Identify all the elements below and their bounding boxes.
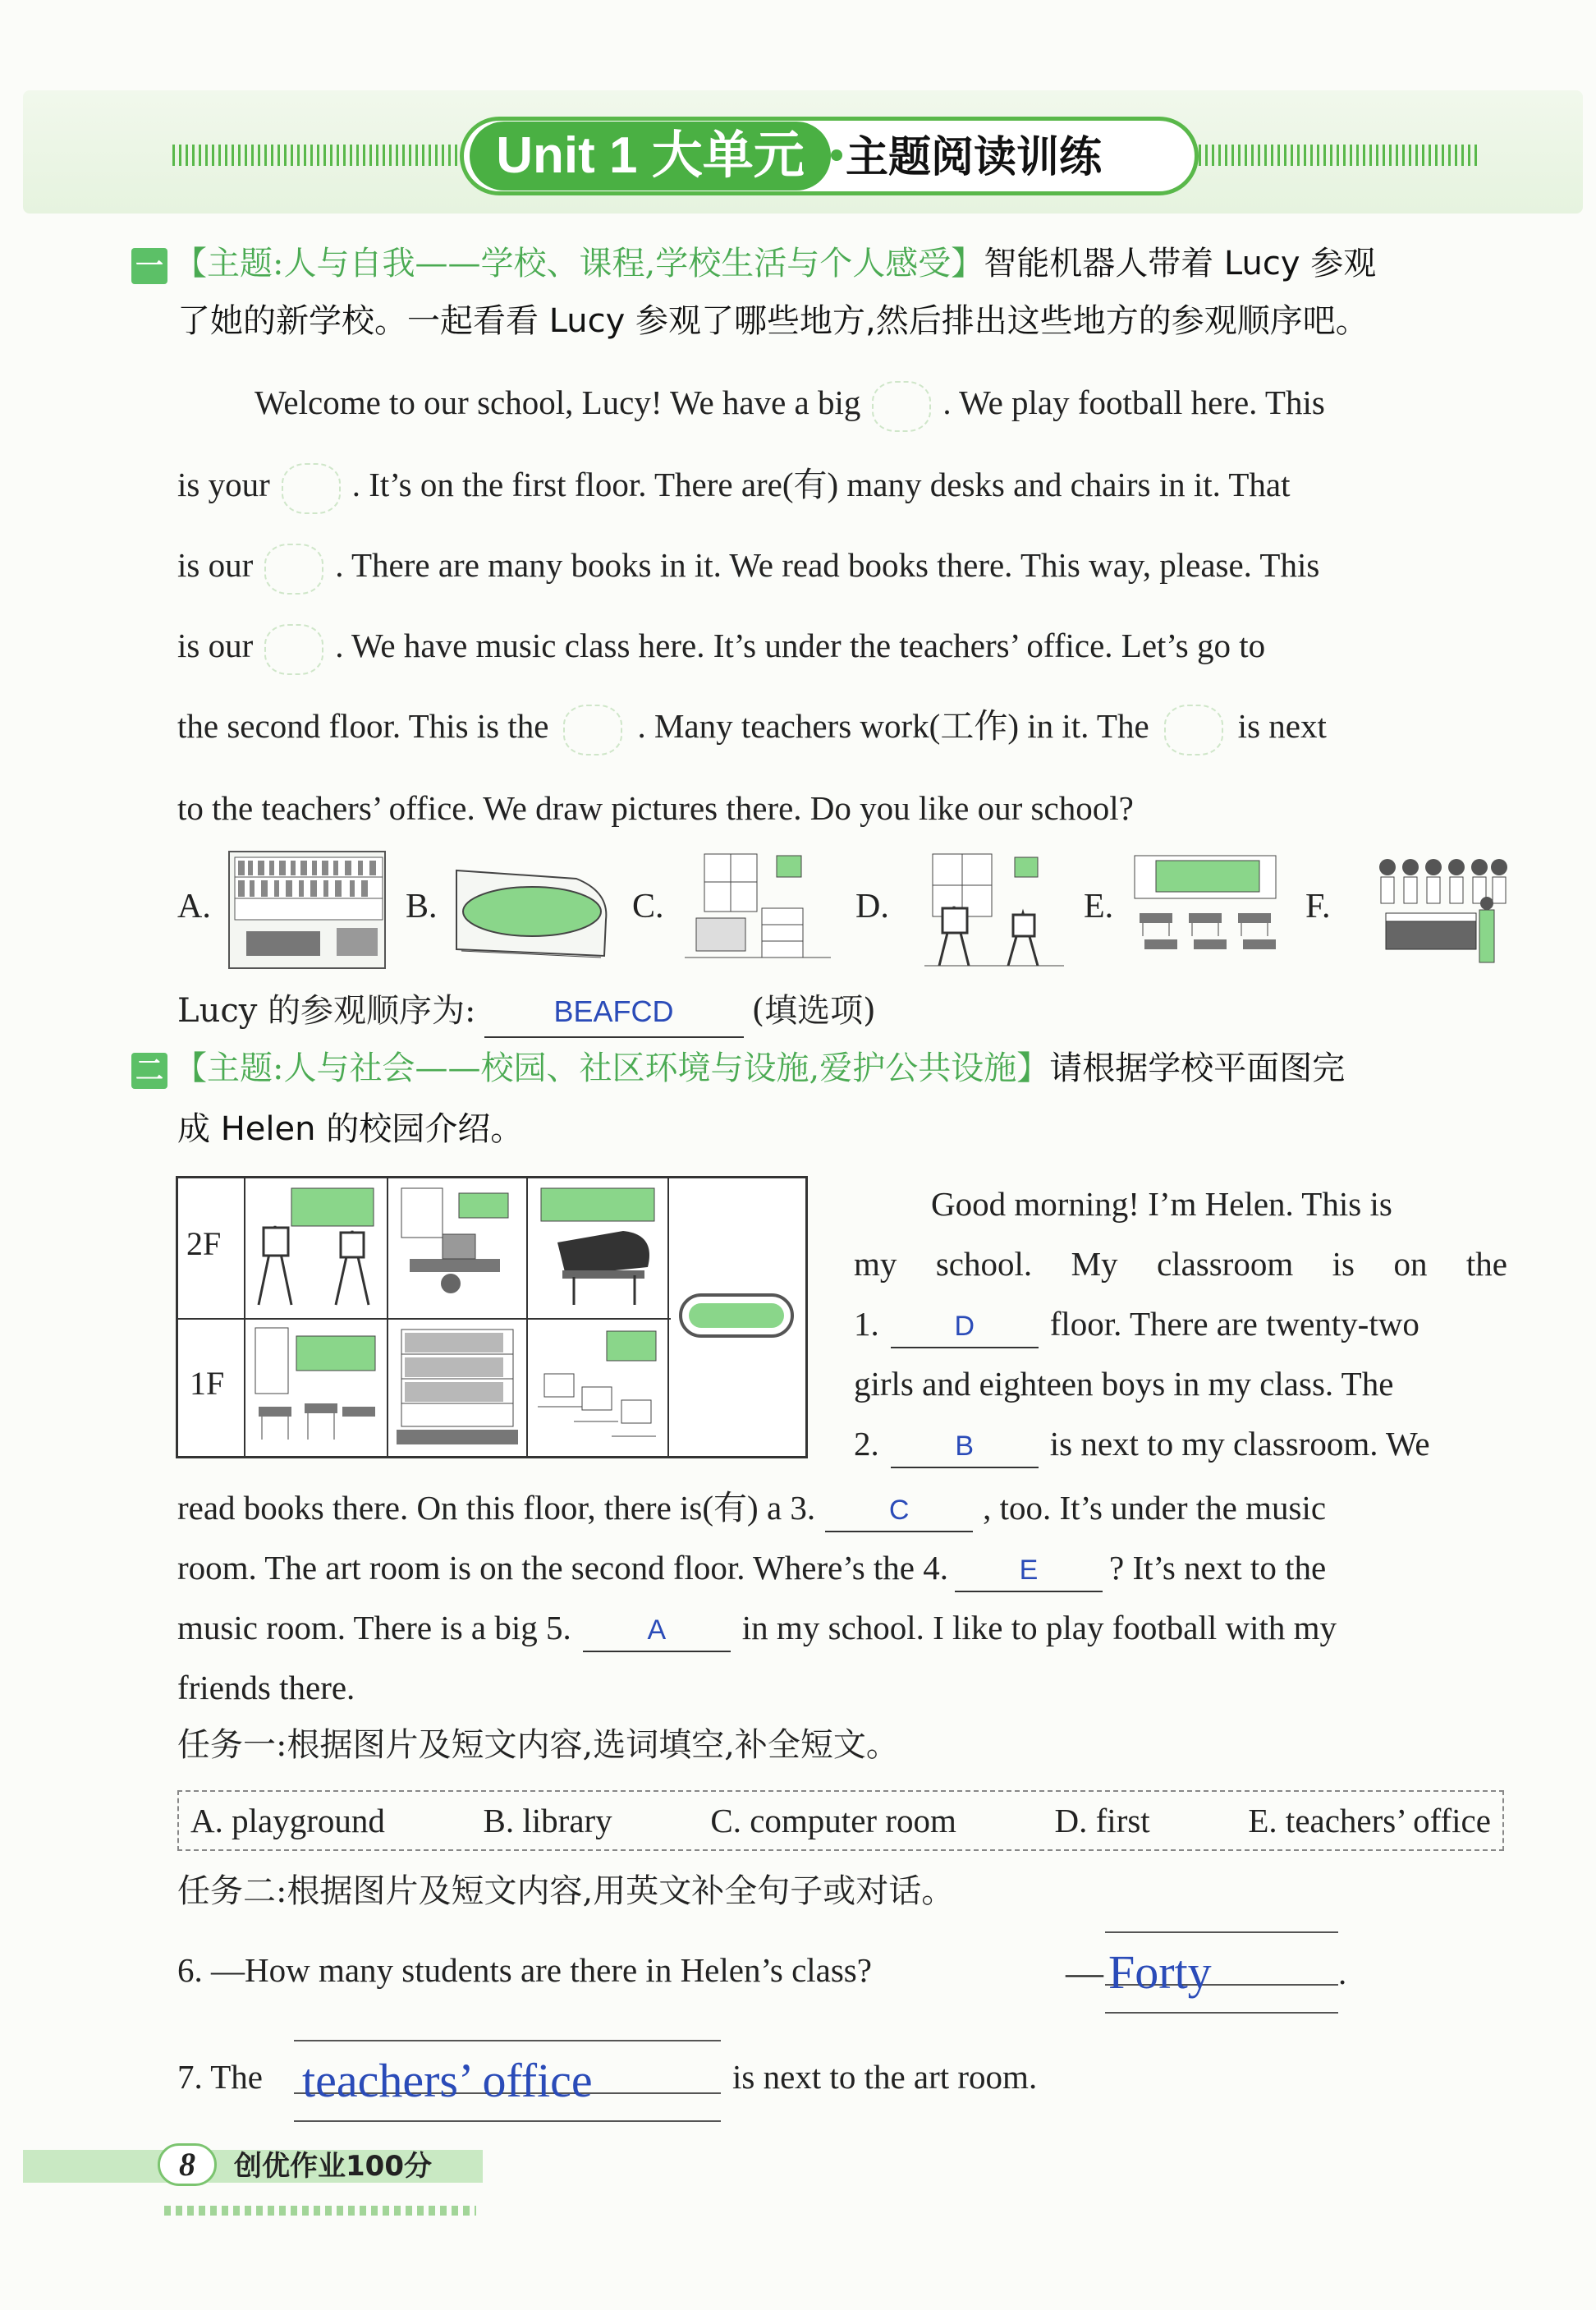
passage-text: is next to my classroom. We bbox=[1049, 1425, 1430, 1463]
passage-text: to the teachers’ office. We draw pictures there. Do you like our school? bbox=[177, 789, 1134, 827]
word-bank-item: B. library bbox=[483, 1802, 612, 1839]
passage-text: . We play football here. This bbox=[942, 383, 1325, 421]
order-answer[interactable]: BEAFCD bbox=[484, 987, 744, 1038]
answer-blank bbox=[563, 705, 622, 755]
question-7-prefix: 7. The bbox=[177, 2058, 264, 2096]
answer-5[interactable]: A bbox=[583, 1610, 731, 1652]
passage-text: music room. There is a big 5. bbox=[177, 1609, 571, 1646]
answer-blank bbox=[282, 463, 341, 514]
passage-text: . Many teachers work(工作) in it. The bbox=[637, 707, 1149, 745]
option-label-f: F. bbox=[1305, 888, 1331, 925]
passage-text: friends there. bbox=[177, 1669, 355, 1706]
word-bank bbox=[177, 1790, 1504, 1851]
music-room-cell bbox=[533, 1185, 663, 1310]
passage-text: . It’s on the first floor. There are(有) many desks and chairs in it. That bbox=[351, 466, 1291, 503]
computer-room-picture bbox=[680, 851, 836, 969]
passage-text: ? It’s next to the bbox=[1109, 1549, 1327, 1587]
question-6-dash: — bbox=[1066, 1951, 1103, 1993]
section2-passage-right bbox=[854, 1174, 1507, 1474]
answer-2[interactable]: B bbox=[891, 1426, 1039, 1468]
section2-instruction-2: 成 Helen 的校园介绍。 bbox=[177, 1110, 524, 1148]
playground-map-icon bbox=[679, 1293, 794, 1338]
passage-text: is our bbox=[177, 627, 254, 664]
answer-blank bbox=[872, 381, 931, 432]
section1-theme: 【主题:人与自我——学校、课程,学校生活与个人感受】 bbox=[174, 245, 984, 282]
passage-text: girls and eighteen boys in my class. The bbox=[854, 1365, 1394, 1403]
option-label-a: A. bbox=[177, 888, 211, 925]
passage-text: . We have music class here. It’s under the teachers’ office. Let’s go to bbox=[335, 627, 1266, 664]
library-cell bbox=[393, 1325, 521, 1449]
option-label-c: C. bbox=[632, 888, 664, 925]
passage-text: read books there. On this floor, there is(有) a 3. bbox=[177, 1489, 816, 1527]
book-title: 创优作业100分 bbox=[234, 2150, 432, 2183]
blank-number: 2. bbox=[854, 1425, 879, 1463]
art-room-cell bbox=[250, 1185, 382, 1310]
word-bank-item: E. teachers’ office bbox=[1248, 1802, 1491, 1839]
word-bank-item: A. playground bbox=[190, 1802, 385, 1839]
playground-picture bbox=[453, 854, 612, 966]
computer-room-cell bbox=[533, 1325, 663, 1449]
option-label-d: D. bbox=[855, 888, 889, 925]
word-bank-item: C. computer room bbox=[710, 1802, 956, 1839]
passage-text: my school. My classroom is on the bbox=[854, 1245, 1507, 1283]
footer-dots bbox=[164, 2206, 476, 2216]
task1-instruction: 任务一:根据图片及短文内容,选词填空,补全短文。 bbox=[177, 1726, 899, 1764]
classroom-cell bbox=[250, 1325, 382, 1449]
passage-text: is next bbox=[1237, 707, 1327, 745]
header-dot bbox=[831, 149, 842, 161]
art-room-picture bbox=[921, 851, 1067, 969]
option-label-b: B. bbox=[406, 888, 438, 925]
classroom-picture bbox=[1131, 854, 1279, 967]
answer-blank bbox=[1164, 705, 1223, 755]
answer-4[interactable]: E bbox=[955, 1550, 1103, 1592]
section2-passage-full bbox=[177, 1478, 1524, 1718]
section1-instruction-2: 了她的新学校。一起看看 Lucy 参观了哪些地方,然后排出这些地方的参观顺序吧。 bbox=[177, 302, 1369, 340]
task2-instruction: 任务二:根据图片及短文内容,用英文补全句子或对话。 bbox=[177, 1872, 955, 1910]
answer-blank bbox=[264, 544, 323, 595]
question-7-suffix: is next to the art room. bbox=[732, 2058, 1038, 2096]
question-6-answer[interactable]: Forty bbox=[1108, 1945, 1212, 1999]
section-subtitle: 主题阅读训练 bbox=[846, 133, 1103, 182]
question-6: 6. —How many students are there in Helen’s class? bbox=[177, 1951, 872, 1989]
order-line bbox=[177, 985, 876, 1038]
blank-number: 1. bbox=[854, 1305, 879, 1343]
answer-3[interactable]: C bbox=[825, 1490, 973, 1532]
section1-instruction-1: 智能机器人带着 Lucy 参观 bbox=[984, 245, 1377, 282]
passage-text: the second floor. This is the bbox=[177, 707, 549, 745]
question-7-answer[interactable]: teachers’ office bbox=[302, 2054, 593, 2107]
passage-text: . There are many books in it. We read books there. This way, please. This bbox=[335, 546, 1320, 584]
passage-text: room. The art room is on the second floor. Where’s the 4. bbox=[177, 1549, 948, 1587]
answer-blank bbox=[264, 624, 323, 675]
page-number: 8 bbox=[158, 2143, 217, 2186]
order-suffix: (填选项) bbox=[751, 992, 876, 1030]
library-picture bbox=[228, 851, 386, 969]
section-marker-2: 二 bbox=[131, 1053, 167, 1089]
floor-label-2f: 2F bbox=[186, 1225, 222, 1262]
unit-title: Unit 1 大单元 bbox=[470, 122, 831, 191]
order-prefix: Lucy 的参观顺序为: bbox=[177, 992, 476, 1030]
school-floor-plan bbox=[176, 1176, 808, 1458]
floor-label-1f: 1F bbox=[190, 1365, 225, 1402]
section2-theme: 【主题:人与社会——校园、社区环境与设施,爱护公共设施】 bbox=[174, 1049, 1050, 1087]
word-bank-item: D. first bbox=[1054, 1802, 1150, 1839]
section2-instruction-1: 请根据学校平面图完 bbox=[1049, 1049, 1346, 1087]
passage-text: Good morning! I’m Helen. This is bbox=[931, 1185, 1392, 1223]
passage-text: is our bbox=[177, 546, 254, 584]
passage-text: is your bbox=[177, 466, 270, 503]
answer-1[interactable]: D bbox=[891, 1306, 1039, 1348]
passage-text: , too. It’s under the music bbox=[983, 1489, 1327, 1527]
passage-text: floor. There are twenty-two bbox=[1049, 1305, 1419, 1343]
teachers-office-cell bbox=[393, 1185, 521, 1310]
section-marker-1: 一 bbox=[131, 248, 167, 284]
passage-text: Welcome to our school, Lucy! We have a big bbox=[255, 383, 861, 421]
option-label-e: E. bbox=[1084, 888, 1114, 925]
header-stripes-left bbox=[172, 145, 468, 166]
passage-text: in my school. I like to play football with my bbox=[741, 1609, 1337, 1646]
header-stripes-right bbox=[1199, 145, 1478, 166]
question-6-period: . bbox=[1338, 1954, 1347, 1991]
music-room-picture bbox=[1371, 852, 1511, 969]
